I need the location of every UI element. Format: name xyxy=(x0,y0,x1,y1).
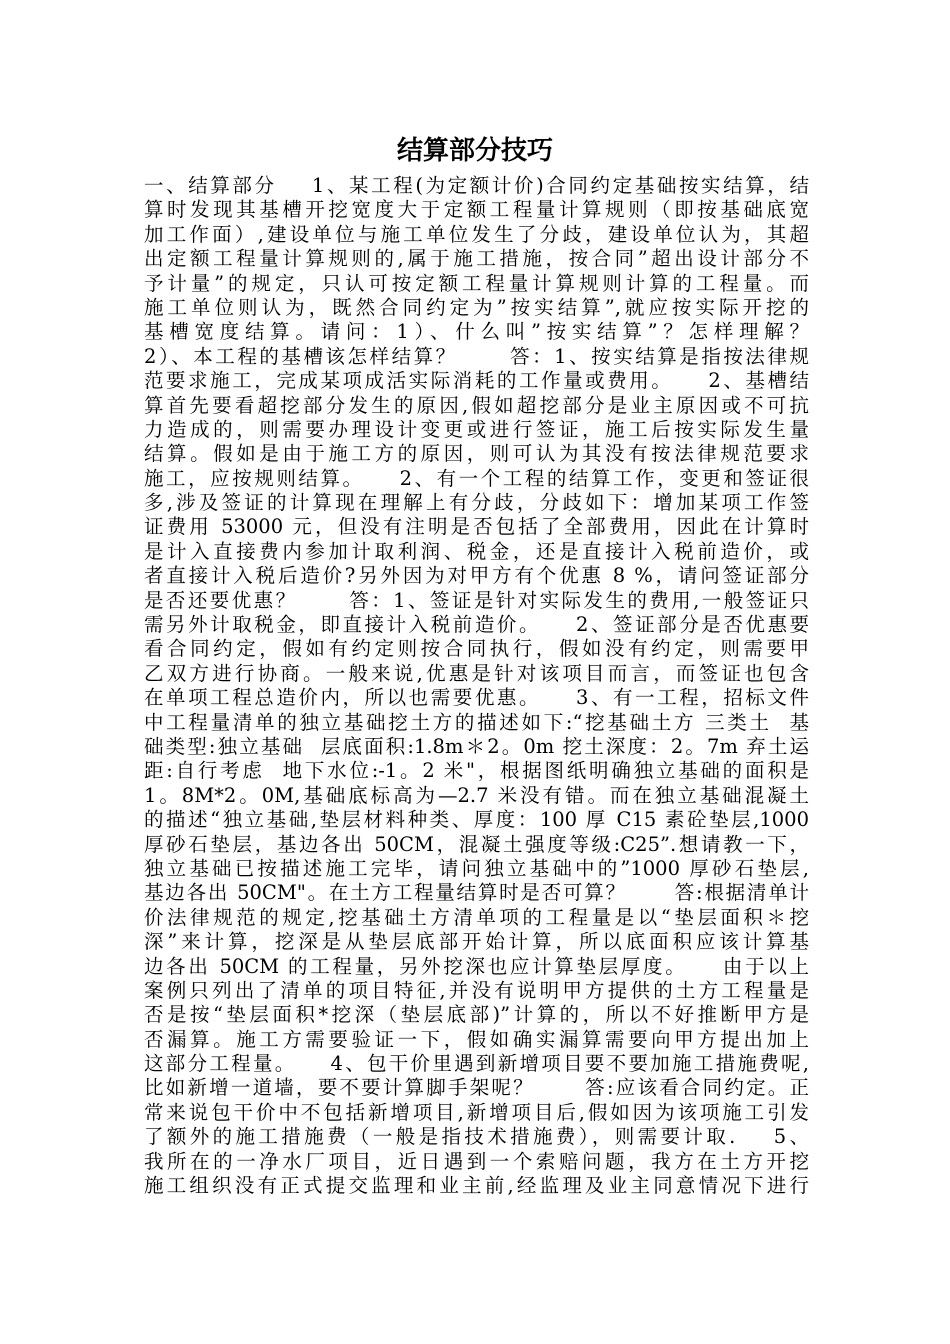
text-line: 在单项工程总造价内，所以也需要优惠。 3、有一工程，招标文件 xyxy=(144,686,809,710)
text-line: 基槽宽度结算。请问：1）、什么叫”按实结算”？怎样理解？ xyxy=(144,320,809,344)
text-line: 多,涉及签证的计算现在理解上有分歧，分歧如下：增加某项工作签 xyxy=(144,491,809,515)
text-line: 2）、本工程的基槽该怎样结算？ 答：1、按实结算是指按法律规 xyxy=(144,344,809,368)
text-line: 证费用 53000 元，但没有注明是否包括了全部费用，因此在计算时 xyxy=(144,515,809,539)
text-line: 厚砂石垫层，基边各出 50CM，混凝土强度等级:C25”.想请教一下， xyxy=(144,832,809,856)
text-line: 比如新增一道墙，要不要计算脚手架呢？ 答:应该看合同约定。正 xyxy=(144,1076,809,1100)
text-line: 案例只列出了清单的项目特征,并没有说明甲方提供的土方工程量是 xyxy=(144,978,809,1002)
text-line: 施工单位则认为，既然合同约定为”按实结算”,就应按实际开挖的 xyxy=(144,295,809,319)
text-line: 基边各出 50CM"。在土方工程量结算时是否可算？ 答:根据清单计 xyxy=(144,881,809,905)
text-line: 施工，应按规则结算。 2、有一个工程的结算工作，变更和签证很 xyxy=(144,466,809,490)
text-line: 距:自行考虑 地下水位:-1。2 米"，根据图纸明确独立基础的面积是 xyxy=(144,759,809,783)
text-line: 算首先要看超挖部分发生的原因,假如超挖部分是业主原因或不可抗 xyxy=(144,393,809,417)
text-line: 者直接计入税后造价?另外因为对甲方有个优惠 8 %，请问签证部分 xyxy=(144,564,809,588)
text-line: 价法律规范的规定,挖基础土方清单项的工程量是以“垫层面积＊挖 xyxy=(144,905,809,929)
text-line: 常来说包干价中不包括新增项目,新增项目后,假如因为该项施工引发 xyxy=(144,1100,809,1124)
text-line: 是计入直接费内参加计取利润、税金，还是直接计入税前造价，或 xyxy=(144,539,809,563)
text-line: 这部分工程量。 4、包干价里遇到新增项目要不要加施工措施费呢, xyxy=(144,1052,809,1076)
text-line: 深”来计算，挖深是从垫层底部开始计算，所以底面积应该计算基 xyxy=(144,930,809,954)
text-line: 是否还要优惠？ 答：1、签证是针对实际发生的费用,一般签证只 xyxy=(144,588,809,612)
text-line: 了额外的施工措施费（一般是指技术措施费），则需要计取. 5、 xyxy=(144,1125,809,1149)
text-line: 1。8M*2。0M,基础底标高为—2.7 米没有错。而在独立基础混凝土 xyxy=(144,783,809,807)
text-line: 范要求施工，完成某项成活实际消耗的工作量或费用。 2、基槽结 xyxy=(144,369,809,393)
text-line: 予计量”的规定，只认可按定额工程量计算规则计算的工程量。而 xyxy=(144,271,809,295)
text-line: 乙双方进行协商。一般来说,优惠是针对该项目而言，而签证也包含 xyxy=(144,661,809,685)
text-line: 础类型:独立基础 层底面积:1.8m＊2。0m 挖土深度：2。7m 弃土运 xyxy=(144,734,809,758)
text-line: 施工组织没有正式提交监理和业主前,经监理及业主同意情况下进行 xyxy=(144,1174,809,1198)
text-line: 我所在的一净水厂项目，近日遇到一个索赔问题，我方在土方开挖 xyxy=(144,1149,809,1173)
text-line: 需另外计取税金，即直接计入税前造价。 2、签证部分是否优惠要 xyxy=(144,613,809,637)
text-line: 看合同约定，假如有约定则按合同执行，假如没有约定，则需要甲 xyxy=(144,637,809,661)
text-line: 的描述“独立基础,垫层材料种类、厚度：100 厚 C15 素砼垫层,1000 xyxy=(144,808,809,832)
text-line: 一、结算部分 1、某工程(为定额计价)合同约定基础按实结算，结 xyxy=(144,174,809,197)
text-line: 否是按“垫层面积*挖深（垫层底部)”计算的，所以不好推断甲方是 xyxy=(144,1003,809,1027)
text-line: 边各出 50CM 的工程量，另外挖深也应计算垫层厚度。 由于以上 xyxy=(144,954,809,978)
text-line: 出定额工程量计算规则的,属于施工措施，按合同”超出设计部分不 xyxy=(144,247,809,271)
text-line: 独立基础已按描述施工完毕，请问独立基础中的”1000 厚砂石垫层, xyxy=(144,856,809,880)
text-line: 否漏算。施工方需要验证一下，假如确实漏算需要向甲方提出加上 xyxy=(144,1027,809,1051)
text-line: 加工作面）,建设单位与施工单位发生了分歧，建设单位认为，其超 xyxy=(144,222,809,246)
document-body xyxy=(144,174,809,1198)
text-line: 中工程量清单的独立基础挖土方的描述如下:“挖基础土方 三类土 基 xyxy=(144,710,809,734)
text-line: 力造成的，则需要办理设计变更或进行签证，施工后按实际发生量 xyxy=(144,417,809,441)
text-line: 算时发现其基槽开挖宽度大于定额工程量计算规则（即按基础底宽 xyxy=(144,198,809,222)
document-title: 结算部分技巧 xyxy=(396,136,553,166)
text-line: 结算。假如是由于施工方的原因，则可认为其没有按法律规范要求 xyxy=(144,442,809,466)
